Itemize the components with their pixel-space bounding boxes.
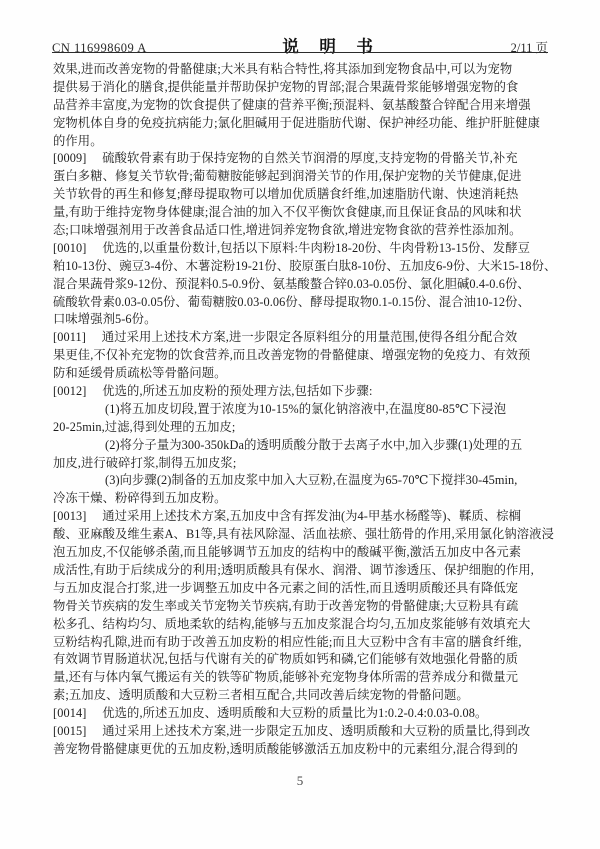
page-number: 5 — [296, 773, 304, 788]
text-line: [0015] 通过采用上述技术方案,进一步限定五加皮、透明质酸和大豆粉的质量比,得到改 — [53, 723, 531, 738]
text-line: 善宠物骨骼健康更优的五加皮粉,透明质酸能够激活五加皮粉中的元素组分,混合得到的 — [53, 741, 519, 756]
page-footer — [0, 772, 600, 790]
text-line: [0011] 通过采用上述技术方案,进一步限定各原料组分的用量范围,使得各组分配合效 — [53, 330, 518, 345]
document-title: 说 明 书 — [282, 37, 375, 56]
text-line: 蛋白多糖、修复关节软骨;葡萄糖胺能够起到润滑关节的作用,保护宠物的关节健康,促进 — [53, 169, 522, 184]
text-line: 松多孔、结构均匀、质地柔软的结构,能够与五加皮浆混合均匀,五加皮浆能够有效填充大 — [53, 616, 531, 631]
text-line: 量,有助于维持宠物身体健康;混合油的加入不仅平衡饮食健康,而且保证食品的风味和状 — [53, 205, 522, 220]
text-line: 效果,进而改善宠物的骨骼健康;大米具有粘合特性,将其添加到宠物食品中,可以为宠物 — [53, 62, 513, 76]
text-line: 有效调节胃肠道状况,包括与代谢有关的矿物质如钙和磷,它们能够有效地强化骨骼的质 — [53, 652, 519, 667]
publication-number: CN 116998609 A — [52, 41, 147, 55]
specification-body — [53, 61, 557, 759]
text-line: 态;口味增强剂用于改善食品适口性,增进饲养宠物食欲,增进宠物食欲的营养性添加剂。 — [53, 223, 522, 238]
text-line: (2)将分子量为300-350kDa的透明质酸分散于去离子水中,加入步骤(1)处理的五 — [105, 437, 523, 452]
page-indicator: 2/11 页 — [510, 41, 548, 55]
text-line: 成活性,有助于后续成分的利用;透明质酸具有保水、润滑、调节渗透压、保护细胞的作用, — [53, 562, 534, 577]
text-line: 加皮,进行破碎打浆,制得五加皮浆; — [53, 455, 237, 470]
text-line: 硫酸软骨素0.03-0.05份、葡萄糖胺0.03-0.06份、酵母提取物0.1-0.15份、混合油10-12份、 — [53, 294, 530, 309]
text-line: 素;五加皮、透明质酸和大豆粉三者相互配合,共同改善后续宠物的骨骼问题。 — [53, 688, 469, 703]
header-divider — [52, 52, 548, 53]
text-line: 物骨关节疾病的发生率或关节宠物关节疾病,有助于改善宠物的骨骼健康;大豆粉具有疏 — [53, 598, 519, 613]
text-line: 豆粉结构孔隙,进而有助于改善五加皮粉的相应性能;而且大豆粉中含有丰富的膳食纤维, — [53, 634, 522, 649]
text-line: 泡五加皮,不仅能够杀菌,而且能够调节五加皮的结构中的酸碱平衡,激活五加皮中各元素 — [53, 545, 522, 560]
text-line: [0010] 优选的,以重量份数计,包括以下原料:牛肉粉18-20份、牛肉骨粉13-15份、发酵豆 — [53, 240, 531, 255]
text-line: 品营养丰富度,为宠物的饮食提供了健康的营养平衡;预混料、氨基酸螯合锌配合用来增强 — [53, 97, 531, 112]
text-line: 混合果蔬骨浆9-12份、预混料0.5-0.9份、氨基酸螯合锌0.03-0.05份、氯化胆碱0.4-0.6份、 — [53, 276, 530, 291]
text-line: 关节软骨的再生和修复;酵母提取物可以增加优质膳食纤维,加速脂肪代谢、快速消耗热 — [53, 187, 519, 202]
text-line: 果更佳,不仅补充宠物的饮食营养,而且改善宠物的骨骼健康、增强宠物的免疫力、有效预 — [53, 348, 531, 363]
text-line: 提供易于消化的膳食,提供能量并帮助保护宠物的胃部;混合果蔬骨浆能够增强宠物的食 — [53, 79, 519, 94]
text-line: 粕10-13份、豌豆3-4份、木薯淀粉19-21份、胶原蛋白肽8-10份、五加皮6-9份、大米15-18份、 — [53, 258, 557, 273]
text-line: 冷冻干燥、粉碎得到五加皮粉。 — [53, 491, 227, 506]
text-line: [0013] 通过采用上述技术方案,五加皮中含有挥发油(为4-甲基水杨醛等)、鞣质、棕榈 — [53, 509, 521, 524]
text-line: 的作用。 — [53, 133, 103, 148]
text-line: 宠物机体自身的免疫抗病能力;氯化胆碱用于促进脂肪代谢、保护神经功能、维护肝脏健康 — [53, 115, 540, 130]
text-line: [0012] 优选的,所述五加皮粉的预处理方法,包括如下步骤: — [53, 384, 373, 399]
text-line: 20-25min,过滤,得到处理的五加皮; — [53, 419, 236, 434]
text-line: (3)向步骤(2)制备的五加皮浆中加入大豆粉,在温度为65-70℃下搅拌30-45min, — [105, 473, 518, 488]
text-line: 与五加皮混合打浆,进一步调整五加皮中各元素之间的活性,而且透明质酸还具有降低宠 — [53, 580, 519, 595]
text-line: 口味增强剂5-6份。 — [53, 312, 157, 327]
text-line: 量,还有与体内氧气搬运有关的铁等矿物质,能够补充宠物身体所需的营养成分和微量元 — [53, 670, 519, 685]
text-line: [0014] 优选的,所述五加皮、透明质酸和大豆粉的质量比为1:0.2-0.4:0.03-0.08。 — [53, 706, 488, 721]
text-line: 酸、亚麻酸及维生素A、B1等,具有祛风除湿、活血祛瘀、强壮筋骨的作用,采用氯化钠溶液浸 — [53, 527, 554, 542]
page-header — [52, 33, 548, 57]
text-line: 防和延缓骨质疏松等骨骼问题。 — [53, 366, 227, 381]
text-line: [0009] 硫酸软骨素有助于保持宠物的自然关节润滑的厚度,支持宠物的骨骼关节,补充 — [53, 151, 518, 166]
text-line: (1)将五加皮切段,置于浓度为10-15%的氯化钠溶液中,在温度80-85℃下浸泡 — [105, 401, 507, 416]
